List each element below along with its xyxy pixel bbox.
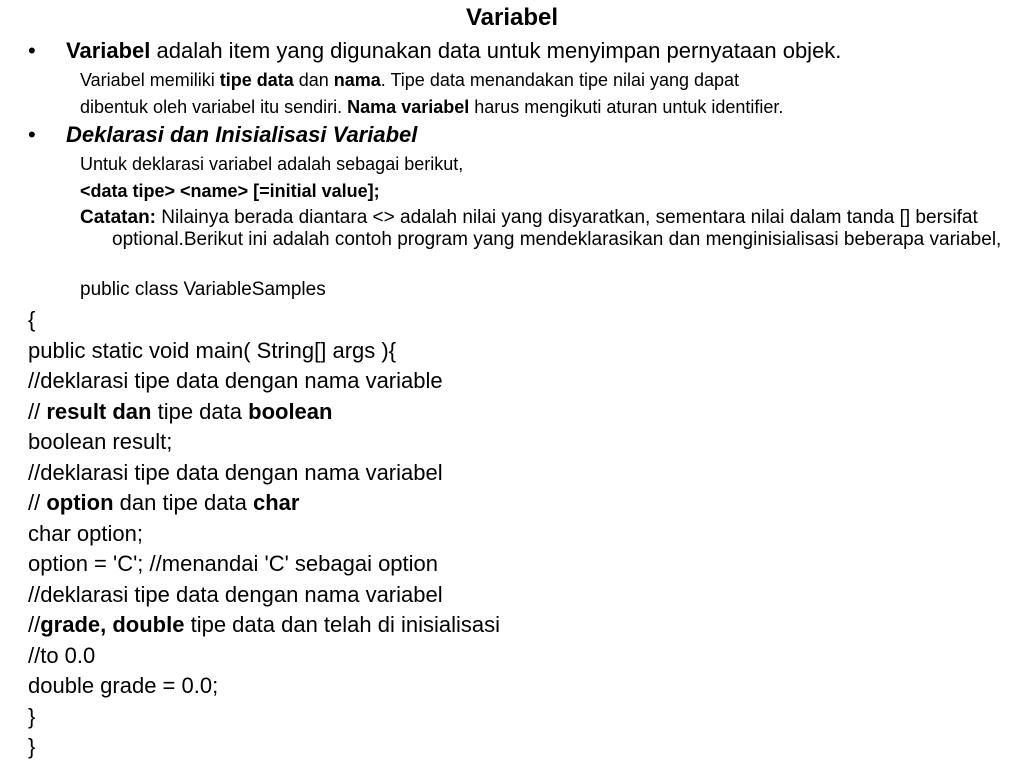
heading-deklarasi: Deklarasi dan Inisialisasi Variabel <box>66 122 418 147</box>
text: . Tipe data menandakan tipe nilai yang dapat <box>380 70 740 90</box>
term-variabel: Variabel <box>66 38 151 63</box>
code-line <box>28 611 500 639</box>
bullet-icon: • <box>28 38 36 63</box>
note-text: Nilainya berada diantara <> adalah nilai yang disyaratkan, sementara nilai dalam tanda [] bersifat optional.Berikut ini adalah contoh program yang mendeklarasikan dan menginisialisasi beberapa variabel, <box>112 207 1002 250</box>
code-bold: option <box>46 490 114 515</box>
code-bold: grade, double <box>40 612 185 637</box>
bullet-variabel-text: adalah item yang digunakan data untuk menyimpan pernyataan objek. <box>150 38 842 63</box>
code-line <box>28 489 299 517</box>
code-line: public static void main( String[] args ){ <box>28 338 397 363</box>
code-bold: char <box>253 490 300 515</box>
code-line: //deklarasi tipe data dengan nama variable <box>28 368 443 393</box>
text: Variabel memiliki <box>80 70 220 90</box>
text: dan <box>293 70 334 90</box>
code-line: option = 'C'; //menandai 'C' sebagai option <box>28 551 439 576</box>
term-nama: nama <box>333 70 381 90</box>
code-line: } <box>28 704 36 729</box>
note-paragraph <box>80 207 1024 251</box>
para-variabel-line2 <box>80 96 783 118</box>
code-line: { <box>28 307 36 332</box>
text: // <box>28 490 47 515</box>
code-line: boolean result; <box>28 429 173 454</box>
bullet-icon: • <box>28 122 36 147</box>
para-variabel-line1 <box>80 69 739 91</box>
code-line: } <box>28 734 36 759</box>
text: dan tipe data <box>113 490 253 515</box>
code-line: //deklarasi tipe data dengan nama variabel <box>28 460 443 485</box>
note-label: Catatan: <box>80 207 157 228</box>
code-line: char option; <box>28 521 143 546</box>
term-tipe-data: tipe data <box>219 70 294 90</box>
code-bold: result dan <box>46 399 152 424</box>
term-nama-variabel: Nama variabel <box>347 97 470 117</box>
text: tipe data dan telah di inisialisasi <box>184 612 501 637</box>
text: dibentuk oleh variabel itu sendiri. <box>80 97 348 117</box>
para-deklarasi-intro: Untuk deklarasi variabel adalah sebagai berikut, <box>80 154 464 174</box>
text: // <box>28 399 47 424</box>
text: harus mengikuti aturan untuk identifier. <box>469 97 784 117</box>
code-bold: boolean <box>248 399 333 424</box>
code-line: //to 0.0 <box>28 643 96 668</box>
slide-title: Variabel <box>465 4 559 31</box>
text: tipe data <box>151 399 249 424</box>
class-line: public class VariableSamples <box>80 279 326 300</box>
syntax-line: <data tipe> <name> [=initial value]; <box>80 181 380 201</box>
bullet-deklarasi <box>28 121 417 149</box>
code-line: //deklarasi tipe data dengan nama variabel <box>28 582 443 607</box>
code-line: double grade = 0.0; <box>28 673 219 698</box>
text: // <box>28 612 41 637</box>
code-line <box>28 398 332 426</box>
bullet-variabel <box>28 37 841 65</box>
